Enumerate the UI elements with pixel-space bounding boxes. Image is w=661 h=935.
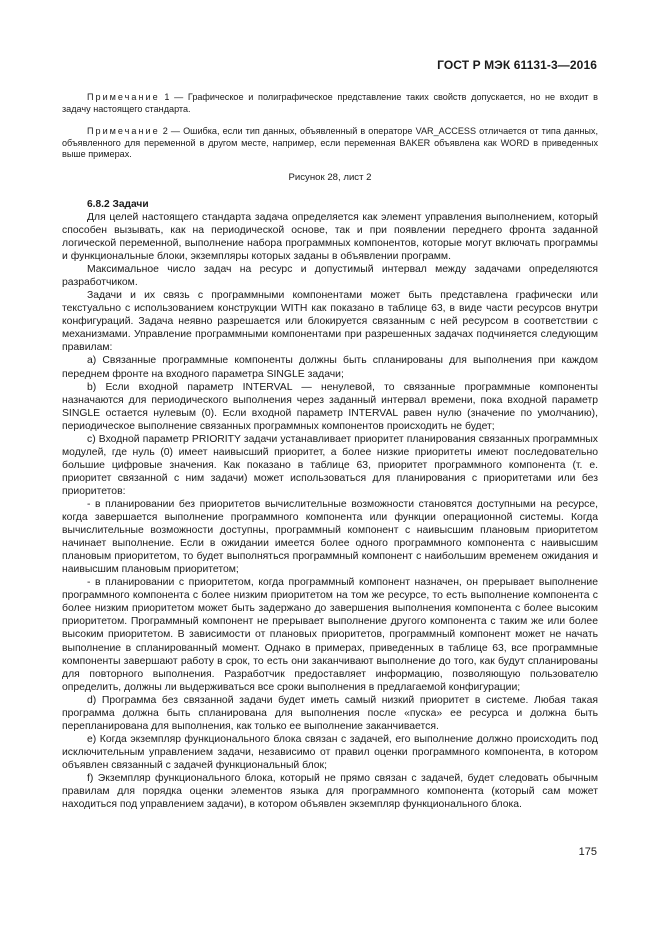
figure-caption: Рисунок 28, лист 2 — [288, 171, 372, 183]
rule-c: c) Входной параметр PRIORITY задачи устанавливает приоритет планирования связанных программных модулей, где нуль (0) имеет наивысший приоритет, а более низкие приоритеты имеют последовательно большие цифровые значения. Как показано в таблице 63, приоритет программного компонента (т. е. приоритет связанной с ним задачи) может использоваться для планирования с приоритетами или без приоритетов: — [62, 433, 598, 497]
note-2 — [62, 126, 598, 161]
rule-f: f) Экземпляр функционального блока, который не прямо связан с задачей, будет следовать обычным правилам для порядка оценки элементов языка для программного компонента (который сам может находиться под управлением задачи), в котором объявлен экземпляр функционального блока. — [62, 772, 598, 811]
page-content — [62, 92, 598, 811]
note-2-body — [62, 126, 598, 161]
note-2-label: Примечание — [87, 126, 160, 137]
rule-a: a) Связанные программные компоненты должны быть спланированы для выполнения при каждом переднем фронте на входного параметра SINGLE задачи; — [62, 355, 598, 380]
note-1-text: — Графическое и полиграфическое представление таких свойств допускается, но не входит в задачу настоящего стандарта. — [62, 92, 598, 114]
page-number: 175 — [578, 846, 597, 858]
note-1-label: Примечание — [87, 92, 160, 102]
rule-c-non-preemptive: - в планировании без приоритетов вычислительные возможности становятся доступными на ресурсе, когда завершается выполнение программного компонента или функции операционной системы. Когда вычислительные возможности доступны, программный компонент с наивысшим плановым приоритетом начинает выполнение. Если в ожидании имеется более одного программного компонента с наивысшим плановым приоритетом, то будет выполняться программный компонент с наибольшим временем ожидания и наивысшим плановым приоритетом; — [62, 499, 598, 576]
paragraph-task-association: Задачи и их связь с программными компонентами может быть представлена графически или текстуально с использованием конструкции WITH как показано в таблице 63, в виде части ресурсов внутри конфигураций. Задача неявно разрешается или блокируется связанным с ней ресурсом в соответствии с механизмами. Управление программными компонентами при разрешенных задачах подчиняется следующим правилам: — [62, 290, 598, 354]
note-1-number: 1 — [159, 92, 170, 102]
note-1 — [62, 92, 598, 115]
paragraph-intro: Для целей настоящего стандарта задача определяется как элемент управления выполнением, который способен вызывать, как на периодической основе, так и при появлении переднего фронта заданной логической переменной, выполнение набора программных компонентов, которые могут включать программы и функциональные блоки, экземпляры которых заданы в объявлении программ. — [62, 211, 598, 263]
rule-d: d) Программа без связанной задачи будет иметь самый низкий приоритет в системе. Любая такая программа должна быть спланирована для выполнения после «пуска» ее ресурса и должна быть перепланирована для выполнения, как только ее выполнение заканчивается. — [62, 694, 598, 732]
note-2-number: 2 — [159, 126, 168, 137]
rule-c-preemptive: - в планировании с приоритетом, когда программный компонент назначен, он прерывает выполнение программного компонента с более низким приоритетом на том же ресурсе, то есть выполнение компонента с более низким приоритетом может быть задержано до завершения выполнения компонента с более высоким приоритетом. Программный компонент не прерывает выполнение другого компонента с таким же или более высоким приоритетом. В зависимости от плановых приоритетов, программный компонент может не начать выполнение в спланированный момент. Однако в примерах, приведенных в таблице 63, все программные компоненты завершают работу в срок, то есть они заканчивают выполнение до того, как будут спланированы для повторного выполнения. Разработчик предоставляет информацию, позволяющую пользователю определить, должны ли выдерживаться все сроки выполнения в предлагаемой конфигурации; — [62, 577, 598, 693]
note-2-text: — Ошибка, если тип данных, объявленный в операторе VAR_ACCESS отличается от типа данных, объявленного для переменной в другом месте, например, если переменная BAKER объявлена как WORD в приведенных выше примерах. — [62, 126, 598, 160]
note-1-body — [62, 92, 598, 115]
rule-b: b) Если входной параметр INTERVAL — ненулевой, то связанные программные компоненты назначаются для периодического выполнения через заданный интервал времени, пока входной параметр SINGLE остается нулевым (0). Если входной параметр INTERVAL равен нулю (значение по умолчанию), периодическое выполнение связанных программных компонентов происходить не будет; — [62, 381, 598, 432]
paragraph-max-tasks: Максимальное число задач на ресурс и допустимый интервал между задачами определяются разработчиком. — [62, 264, 598, 289]
standard-header: ГОСТ Р МЭК 61131-3—2016 — [437, 58, 597, 72]
rule-e: e) Когда экземпляр функционального блока связан с задачей, его выполнение должно происходить под исключительным управлением задачи, независимо от правил оценки программного компонента, в котором объявлен связанный с задачей функциональный блок; — [62, 733, 598, 771]
section-title: 6.8.2 Задачи — [87, 198, 149, 210]
